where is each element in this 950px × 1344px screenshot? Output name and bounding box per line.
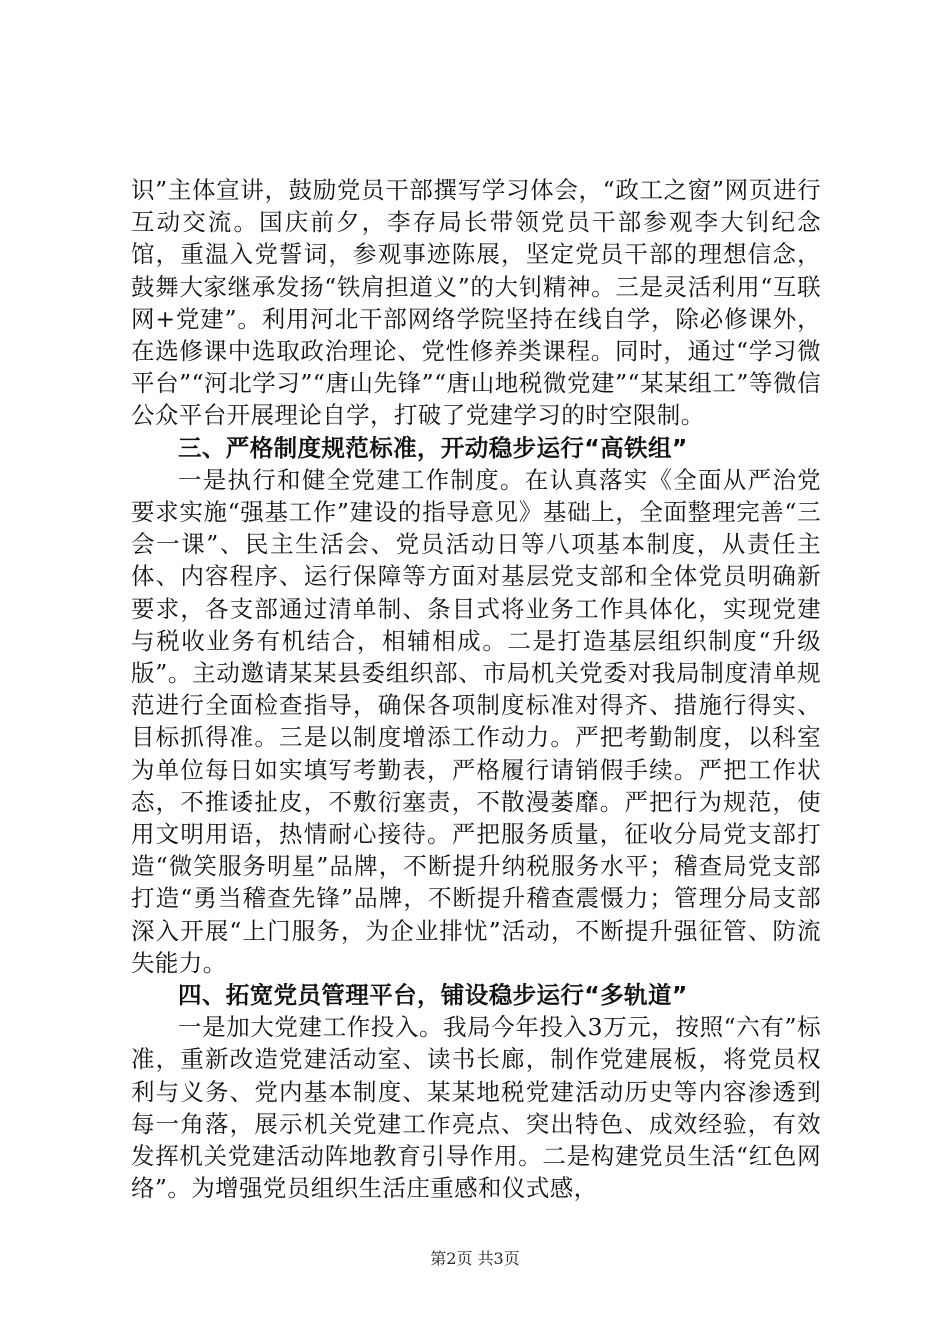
section-heading-4: 四、拓宽党员管理平台，铺设稳步运行“多轨道” (178, 981, 688, 1010)
document-body (131, 174, 821, 1205)
paragraph-section-3: 一是执行和健全党建工作制度。在认真落实《全面从严治党要求实施“强基工作”建设的指导意见》基础上，全面整理完善“三会一课”、民主生活会、党员活动日等八项基本制度，从责任主体、内容程序、运行保障等方面对基层党支部和全体党员明确新要求，各支部通过清单制、条目式将业务工作具体化，实现党建与税收业务有机结合，相辅相成。二是打造基层组织制度“升级版”。主动邀请某某县委组织部、市局机关党委对我局制度清单规范进行全面检查指导，确保各项制度标准对得齐、措施行得实、目标抓得准。三是以制度增添工作动力。严把考勤制度，以科室为单位每日如实填写考勤表，严格履行请销假手续。严把工作状态，不推诿扯皮，不敷衍塞责，不散漫萎靡。严把行为规范，使用文明用语，热情耐心接待。严把服务质量，征收分局党支部打造“微笑服务明星”品牌，不断提升纳税服务水平；稽查局党支部打造“勇当稽查先锋”品牌，不断提升稽查震慑力；管理分局支部深入开展“上门服务，为企业排忧”活动，不断提升强征管、防流失能力。 (131, 465, 821, 977)
page-number-footer: 第2页 共3页 (430, 1249, 520, 1268)
paragraph-continued: 识”主体宣讲，鼓励党员干部撰写学习体会，“政工之窗”网页进行互动交流。国庆前夕，李存局长带领党员干部参观李大钊纪念馆，重温入党誓词，参观事迹陈展，坚定党员干部的理想信念，鼓舞大家继承发扬“铁肩担道义”的大钊精神。三是灵活利用“互联网+党建”。利用河北干部网络学院坚持在线自学，除必修课外，在选修课中选取政治理论、党性修养类课程。同时，通过“学习微平台”“河北学习”“唐山先锋”“唐山地税微党建”“某某组工”等微信公众平台开展理论自学，打破了党建学习的时空限制。 (131, 176, 821, 430)
section-heading-3: 三、严格制度规范标准，开动稳步运行“高铁组” (178, 433, 688, 462)
paragraph-section-4: 一是加大党建工作投入。我局今年投入3万元，按照“六有”标准，重新改造党建活动室、读书长廊，制作党建展板，将党员权利与义务、党内基本制度、某某地税党建活动历史等内容渗透到每一角落，展示机关党建工作亮点、突出特色、成效经验，有效发挥机关党建活动阵地教育引导作用。二是构建党员生活“红色网络”。为增强党员组织生活庄重感和仪式感， (131, 1013, 821, 1203)
